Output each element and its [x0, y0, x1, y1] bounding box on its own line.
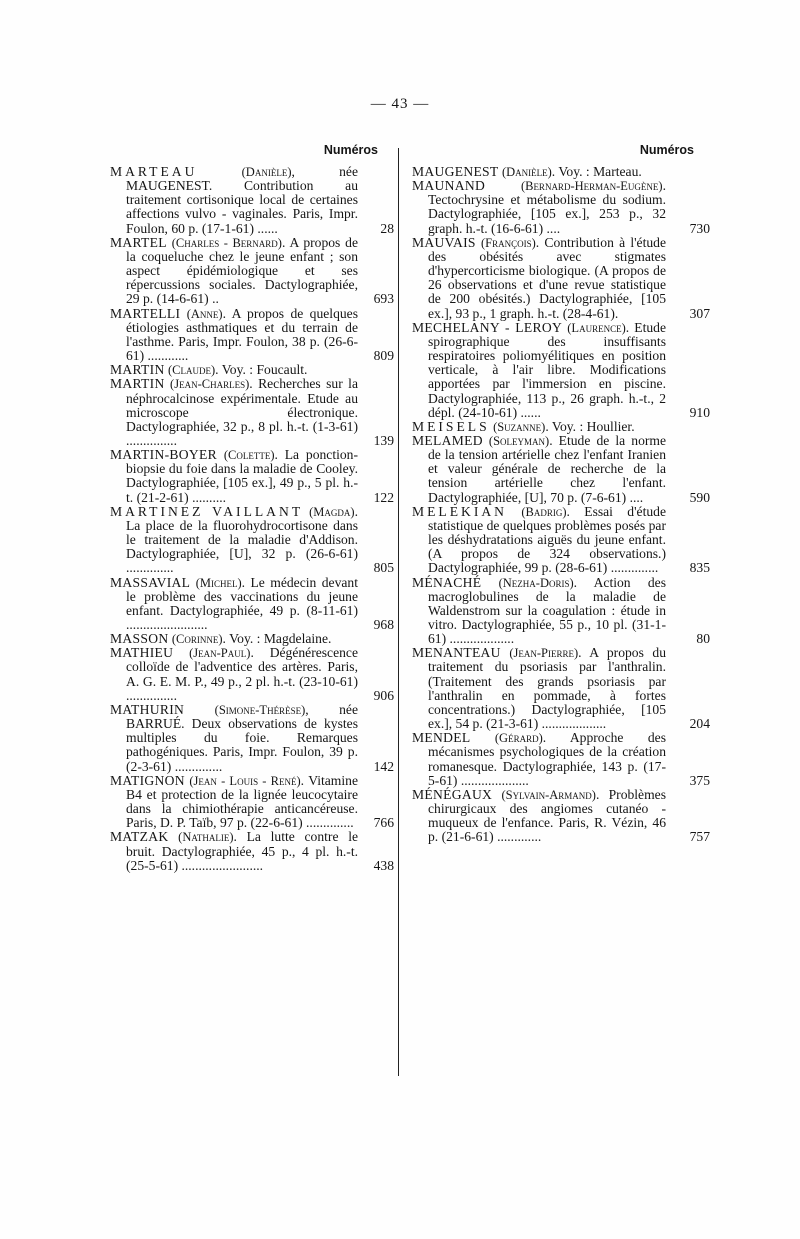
entry-number: 693	[373, 291, 394, 307]
entry-text	[412, 646, 696, 731]
index-entry	[110, 829, 394, 873]
entry-number: 835	[689, 560, 710, 576]
entry-number: 307	[689, 305, 710, 321]
entry-surname: MENANTEAU	[412, 645, 501, 661]
entry-surname: MARTEL	[110, 234, 167, 250]
index-entry	[110, 574, 394, 633]
entry-surname: MARTINEZ VAILLANT	[110, 503, 304, 519]
entry-given-name: (Charles - Bernard)	[171, 235, 282, 250]
entry-description: , née MAUGENEST. Contribution au traitement cortisonique local de certaines affections vulvo - vaginales. Paris, Impr. Foulon, 60 p. (17-1-61) ......	[126, 164, 358, 236]
entry-given-name: (Danièle)	[241, 165, 292, 179]
entry-text	[110, 363, 388, 377]
entry-given-name: (Laurence)	[567, 320, 626, 335]
entry-text	[110, 703, 388, 774]
entry-description: . A propos du traitement du psoriasis par l'anthralin. (Traitement des grands psoriasis par l'anthralin en pommade, à fortes concentrations.) Dactylographiée, [105 ex.], 54 p. (21-3-61) ...................	[428, 645, 666, 732]
entry-given-name: (Claude)	[168, 363, 216, 378]
entry-surname: MARTIN-BOYER	[110, 447, 217, 463]
entry-description: . La place de la fluorohydrocortisone dans le traitement de la maladie d'Addison. Dactylographiée, [U], 32 p. (26-6-61) ..............	[126, 503, 358, 576]
index-entry	[412, 645, 710, 732]
entry-surname: MARTEAU	[110, 164, 198, 179]
entry-surname: MATHIEU	[110, 645, 174, 661]
entry-description: . Voy. : Magdelaine.	[222, 631, 332, 647]
entry-surname: MECHELANY - LEROY	[412, 319, 563, 335]
index-entry	[412, 730, 710, 788]
entry-number: 805	[373, 560, 394, 576]
entry-given-name: (Jean-Pierre)	[509, 646, 579, 661]
entry-surname: MARTIN	[110, 362, 165, 378]
entry-text	[110, 632, 388, 646]
entry-description: . Contribution à l'étude des obésités avec stigmates d'hypercorticisme biologique. (A propos de 26 observations et d'une revue statistique de 200 obésités.) Dactylographiée, [105 ex.], 93 p., 1 graph. h.-t. (28-4-61).	[428, 234, 666, 321]
entry-surname: MÉNACHÉ	[412, 574, 482, 590]
entry-number: 968	[373, 617, 394, 632]
entry-surname: MAUGENEST	[412, 164, 499, 179]
entry-surname: MATHURIN	[110, 701, 185, 717]
entry-text	[412, 321, 696, 420]
entry-given-name: (Jean-Paul)	[189, 646, 251, 661]
entry-text	[110, 448, 388, 505]
index-entry	[412, 503, 710, 576]
left-column-header: Numéros	[323, 143, 378, 157]
entry-given-name: (Magda)	[309, 504, 355, 519]
entry-text	[412, 236, 696, 321]
entry-text	[412, 420, 696, 434]
entry-number: 766	[373, 815, 394, 831]
entry-surname: MELAMED	[412, 432, 483, 448]
entry-given-name: (Jean-Charles)	[170, 377, 250, 392]
index-entry	[110, 503, 394, 576]
entry-description: . Etude de la norme de la tension artérielle chez l'enfant Iranien et valeur générale de recherche de la tension artérielle chez l'enfant. Dactylographiée, [U], 70 p. (7-6-61) ....	[428, 432, 666, 505]
entry-given-name: (Colette)	[223, 448, 275, 463]
entry-text	[110, 505, 388, 576]
index-entry	[412, 432, 710, 505]
entry-surname: MÉNÉGAUX	[412, 786, 493, 802]
index-entry	[412, 165, 696, 179]
entry-number: 757	[689, 829, 710, 845]
entry-given-name: (Nezha-Doris)	[498, 575, 574, 590]
entry-given-name: (Nathalie)	[178, 830, 234, 845]
entry-text	[110, 576, 388, 633]
entry-description: . Tectochrysine et métabolisme du sodium. Dactylographiée, [105 ex.], 253 p., 32 graph. h.-t. (16-6-61) ....	[428, 178, 666, 236]
entry-given-name: (Michel)	[195, 575, 242, 590]
entry-surname: MAUVAIS	[412, 234, 476, 250]
entry-given-name: (Bernard-Herman-Eugène)	[520, 179, 663, 194]
entry-given-name: (Suzanne)	[493, 419, 546, 434]
entry-given-name: (Simone-Thérèse)	[214, 702, 306, 717]
entry-surname: MENDEL	[412, 730, 471, 746]
entry-given-name: (François)	[481, 235, 536, 250]
entry-number: 438	[373, 857, 394, 873]
entry-number: 910	[689, 404, 710, 420]
entry-number: 375	[689, 772, 710, 788]
entry-surname: MAUNAND	[412, 178, 486, 194]
entry-description: . La lutte contre le bruit. Dactylographiée, 45 p., 4 pl. h.-t. (25-5-61) ........................	[126, 829, 359, 873]
entry-surname: MATZAK	[110, 829, 169, 845]
entry-description: . A propos de quelques étiologies asthmatiques et du terrain de l'asthme. Paris, Impr. Foulon, 38 p. (26-6-61) ............	[126, 305, 359, 364]
entry-text	[110, 774, 388, 831]
entry-number: 809	[373, 348, 394, 364]
entry-number: 142	[373, 758, 394, 774]
entry-number: 204	[689, 716, 710, 732]
entry-text	[412, 434, 696, 505]
entry-text	[110, 236, 388, 307]
entry-description: . Le médecin devant le problème des vaccinations du jeune enfant. Dactylographiée, 49 p. (8-11-61) ........................	[126, 574, 358, 632]
entry-number: 80	[696, 631, 710, 647]
entry-text	[110, 830, 388, 872]
index-entry	[412, 420, 696, 434]
entry-given-name: (Gérard)	[494, 731, 543, 746]
index-entry	[412, 319, 710, 420]
right-column	[412, 164, 710, 845]
entry-surname: MEISELS	[412, 418, 490, 434]
index-entry	[412, 574, 710, 647]
index-entry	[110, 632, 388, 646]
entry-text	[412, 788, 696, 845]
entry-number: 139	[373, 432, 394, 448]
entry-description: . Recherches sur la néphrocalcinose expérimentale. Etude au microscope électronique. Dactylographiée, 32 p., 8 pl. h.-t. (1-3-61) ...............	[126, 376, 358, 448]
index-entry	[110, 701, 394, 774]
entry-number: 122	[373, 489, 394, 505]
index-entry	[110, 363, 388, 377]
entry-text	[110, 165, 388, 236]
column-divider	[398, 148, 399, 1076]
entry-text	[412, 576, 696, 647]
entry-given-name: (Jean - Louis - René)	[189, 773, 301, 788]
entry-text	[110, 377, 388, 448]
left-column	[110, 164, 394, 873]
index-entry	[110, 376, 394, 448]
index-entry	[110, 772, 394, 831]
entry-surname: MARTIN	[110, 376, 165, 392]
entry-description: . A propos de la coqueluche chez le jeune enfant ; son aspect épidémiologique et ses répercussions sociales. Dactylographiée, 29 p. (14-6-61) ..	[126, 234, 359, 307]
index-entry	[412, 178, 710, 236]
entry-given-name: (Corinne)	[171, 632, 223, 647]
index-entry	[110, 305, 394, 364]
entry-description: . Approche des mécanismes psychologiques de la création romanesque. Dactylographiée, 143 p. (17-5-61) ....................	[428, 730, 666, 788]
entry-text	[412, 505, 696, 576]
entry-description: . Dégénérescence colloïde de l'adventice des artères. Paris, A. G. E. M. P., 49 p., 2 pl. h.-t. (23-10-61) ...............	[126, 645, 358, 703]
entry-description: . Problèmes chirurgicaux des angiomes cutanéo - muqueux de l'enfance. Paris, R. Vézin, 46 p. (21-6-61) .............	[428, 786, 666, 845]
entry-given-name: (Danièle)	[501, 165, 552, 179]
entry-given-name: (Badrig)	[521, 504, 567, 519]
entry-surname: MARTELLI	[110, 305, 181, 321]
page-number: — 43 —	[370, 96, 430, 112]
entry-surname: MASSON	[110, 631, 169, 647]
entry-description: . Voy. : Houllier.	[545, 418, 635, 434]
entry-surname: MASSAVIAL	[110, 574, 191, 590]
index-entry	[110, 645, 394, 703]
entry-given-name: (Soleyman)	[488, 433, 550, 448]
right-column-header: Numéros	[639, 143, 694, 157]
entry-description: . Voy. : Foucault.	[215, 362, 308, 378]
entry-text	[110, 307, 388, 364]
entry-description: . Etude spirographique des insuffisants respiratoires poliomyélitiques en position verticale, à l'air libre. Modifications apportées par l'immersion en piscine. Dactylographiée, 113 p., 26 graph. h.-t., 2 dépl. (24-10-61) ......	[428, 319, 667, 420]
entry-surname: MATIGNON	[110, 772, 185, 788]
entry-text	[110, 646, 388, 703]
entry-text	[412, 165, 696, 179]
index-entry	[110, 164, 394, 236]
index-entry	[412, 234, 710, 321]
entry-text	[412, 179, 696, 236]
entry-description: . Action des macroglobulines de la maladie de Waldenstrom sur la coagulation : étude in vitro. Dactylographiée, 55 p., 10 pl. (31-1-61) ...................	[428, 574, 666, 647]
entry-number: 590	[689, 489, 710, 505]
entry-description: . La ponction-biopsie du foie dans la maladie de Cooley. Dactylographiée, [105 ex.], 49 p., 5 pl. h.-t. (21-2-61) ..........	[126, 447, 358, 505]
entry-number: 906	[373, 687, 394, 703]
entry-surname: MELEKIAN	[412, 503, 507, 519]
entry-given-name: (Sylvain-Armand)	[501, 787, 596, 802]
entry-given-name: (Anne)	[186, 306, 223, 321]
entry-description: . Vitamine B4 et protection de la lignée leucocytaire dans la chimiothérapie anticancéreuse. Paris, D. P. Taïb, 97 p. (22-6-61) ..............	[126, 772, 358, 831]
entry-description: . Voy. : Marteau.	[551, 164, 642, 179]
entry-description: , née BARRUÉ. Deux observations de kystes multiples du foie. Remarques pathogéniques. Paris, Impr. Foulon, 39 p. (2-3-61) ..............	[126, 701, 358, 774]
index-entry	[110, 234, 394, 307]
entry-number: 28	[380, 220, 394, 236]
entry-description: . Essai d'étude statistique de quelques problèmes posés par les déshydratations aiguës du jeune enfant. (A propos de 324 observations.) Dactylographiée, 99 p. (28-6-61) ..............	[428, 503, 666, 576]
index-entry	[412, 786, 710, 845]
index-entry	[110, 447, 394, 505]
entry-text	[412, 731, 696, 788]
entry-number: 730	[689, 220, 710, 236]
